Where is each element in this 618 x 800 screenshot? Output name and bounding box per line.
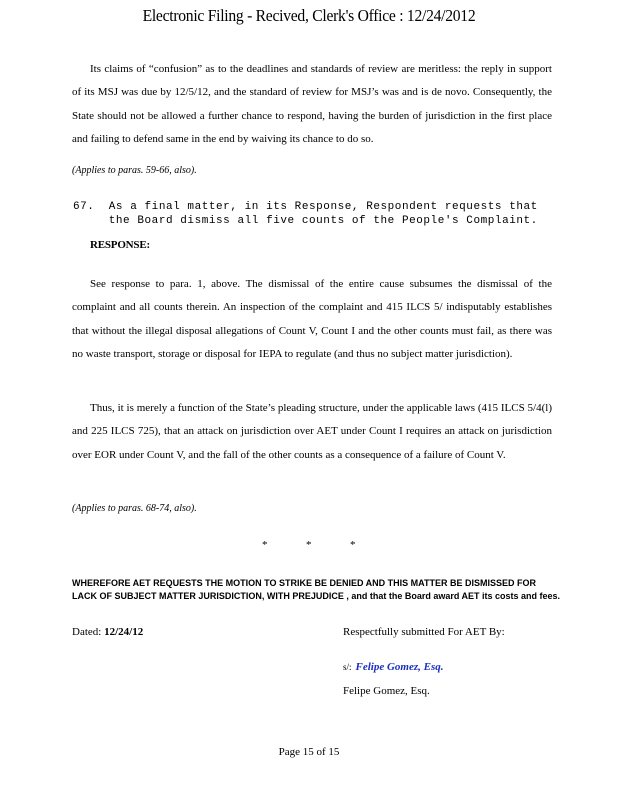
filing-header: Electronic Filing - Recived, Clerk's Office : 12/24/2012 <box>142 6 476 25</box>
item-67-line-1: 67. As a final matter, in its Response, Respondent requests that <box>73 201 538 213</box>
separator-star: * <box>262 539 268 551</box>
signature-prefix: s/: <box>343 662 352 672</box>
signature-line <box>343 657 444 675</box>
response-paragraph-2: Thus, it is merely a function of the State’s pleading structure, under the applicable laws (415 ILCS 5/4(l) and 225 ILCS 725), that an attack on jurisdiction over AET under Count I requires an attack on jurisdiction over EOR under Count V, and the fall of the other counts as a consequence of a failure of Count V. <box>72 402 552 461</box>
electronic-signature: Felipe Gomez, Esq. <box>355 661 444 673</box>
dated-line <box>72 626 143 638</box>
response-paragraph-1: See response to para. 1, above. The dismissal of the entire cause subsumes the dismissal of the complaint and all counts therein. An inspection of the complaint and 415 ILCS 5/ indisputably establishes that without the illegal disposal allegations of Count V, Count I and the other counts must fail, as there was no waste transport, storage or disposal for IEPA to regulate (and thus no subject matter jurisdiction). <box>72 278 552 360</box>
dated-value: 12/24/12 <box>104 626 144 638</box>
separator-star: * <box>350 539 356 551</box>
intro-paragraph: Its claims of “confusion” as to the deadlines and standards of review are meritless: the reply in support of its MSJ was due by 12/5/12, and the standard of review for MSJ’s was and is de novo. Consequently, the State should not be allowed a further chance to respond, having the burden of jurisdiction in the first place and failing to defend same in the end by waiving its chance to do so. <box>72 63 552 145</box>
response-label: RESPONSE: <box>90 239 150 251</box>
dated-label: Dated: <box>72 626 102 638</box>
page-number: Page 15 of 15 <box>278 746 340 758</box>
applies-note-1: (Applies to paras. 59-66, also). <box>72 165 197 176</box>
applies-note-2: (Applies to paras. 68-74, also). <box>72 503 197 514</box>
section-separator <box>262 539 394 551</box>
separator-star: * <box>306 539 312 551</box>
signer-name: Felipe Gomez, Esq. <box>343 685 430 697</box>
item-67-line-2: the Board dismiss all five counts of the People's Complaint. <box>73 215 538 227</box>
wherefore-clause: WHEREFORE AET REQUESTS THE MOTION TO STRIKE BE DENIED AND THIS MATTER BE DISMISSED FOR LACK OF SUBJECT MATTER JURISDICTION, WITH PREJUDICE , and that the Board award AET its costs and fees. <box>72 578 561 601</box>
submitted-by: Respectfully submitted For AET By: <box>343 626 505 638</box>
